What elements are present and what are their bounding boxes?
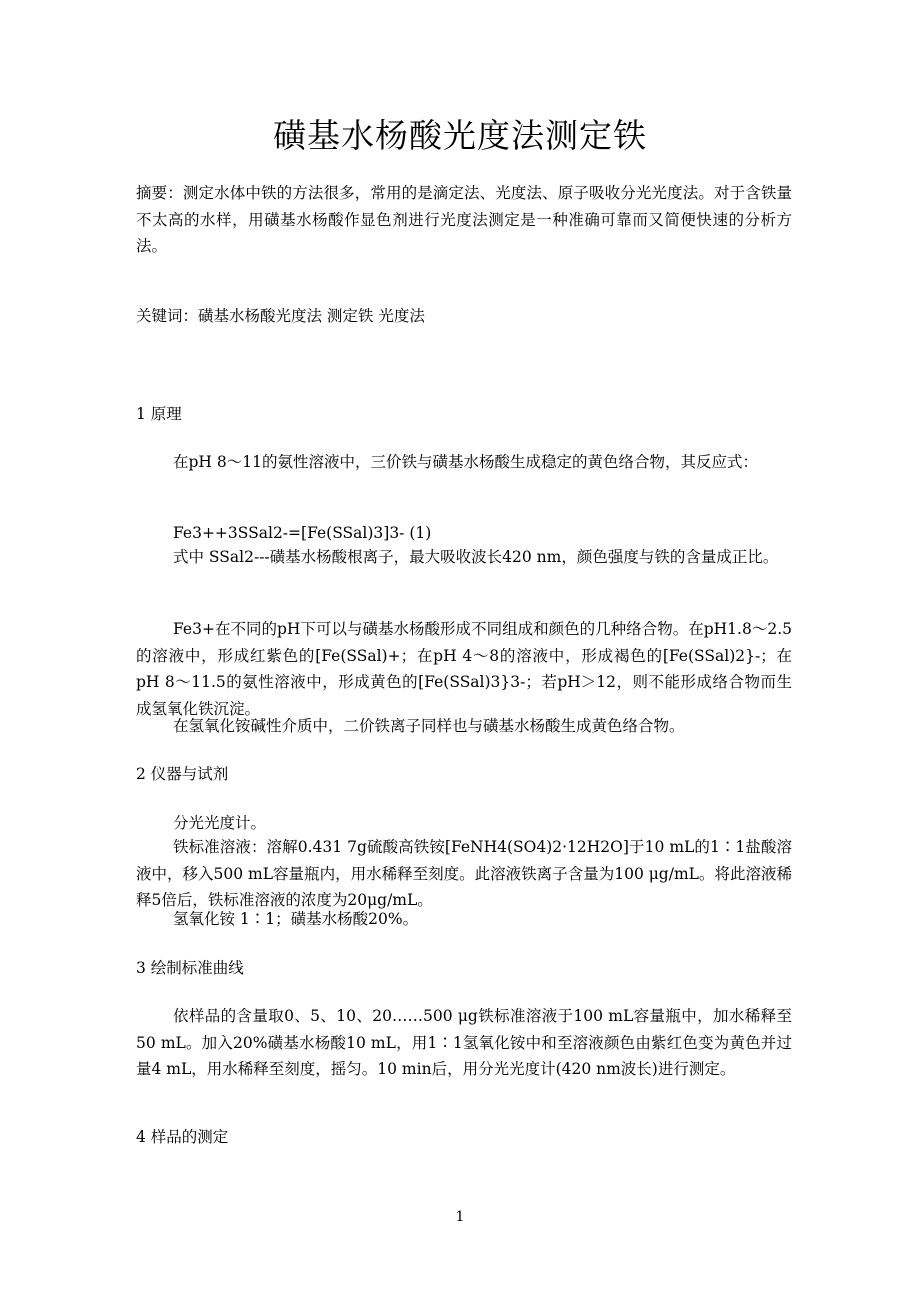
abstract-paragraph: 摘要：测定水体中铁的方法很多，常用的是滴定法、光度法、原子吸收分光光度法。对于含铁量不太高的水样，用磺基水杨酸作显色剂进行光度法测定是一种准确可靠而又简便快速的分析方法。 <box>136 184 792 255</box>
section-1-paragraph-4: 在氢氧化铵碱性介质中，二价铁离子同样也与磺基水杨酸生成黄色络合物。 <box>173 717 685 735</box>
page-title: 磺基水杨酸光度法测定铁 <box>273 116 647 155</box>
page-number: 1 <box>455 1209 465 1225</box>
section-2-paragraph-2: 铁标准溶液：溶解0.431 7g硫酸高铁铵[FeNH4(SO4)2·12H2O]于10 mL的1∶1盐酸溶液中，移入500 mL容量瓶内，用水稀释至刻度。此溶液铁离子含量为100 μg/mL。将此溶液稀释5倍后，铁标准溶液的浓度为20μg/mL。 <box>136 838 792 909</box>
section-2-heading: 2 仪器与试剂 <box>136 765 229 783</box>
section-3-paragraph-1: 依样品的含量取0、5、10、20……500 μg铁标准溶液于100 mL容量瓶中，加水稀释至50 mL。加入20%磺基水杨酸10 mL，用1∶1氢氧化铵中和至溶液颜色由紫红色变为黄色并过量4 mL，用水稀释至刻度，摇匀。10 min后，用分光光度计(420 nm波长)进行测定。 <box>136 1007 792 1078</box>
section-2-paragraph-3: 氢氧化铵 1∶1；磺基水杨酸20%。 <box>173 910 419 928</box>
section-1-paragraph-2: 式中 SSal2---磺基水杨酸根离子，最大吸收波长420 nm，颜色强度与铁的含量成正比。 <box>173 548 779 566</box>
section-2-paragraph-1: 分光光度计。 <box>173 814 267 832</box>
reaction-equation: Fe3++3SSal2-=[Fe(SSal)3]3- (1) <box>173 524 432 542</box>
section-1-paragraph-1: 在pH 8～11的氨性溶液中，三价铁与磺基水杨酸生成稳定的黄色络合物，其反应式： <box>173 453 758 471</box>
section-3-heading: 3 绘制标准曲线 <box>136 959 244 977</box>
keywords-line: 关键词：磺基水杨酸光度法 测定铁 光度法 <box>136 307 425 325</box>
section-4-heading: 4 样品的测定 <box>136 1128 229 1146</box>
section-1-paragraph-3: Fe3+在不同的pH下可以与磺基水杨酸形成不同组成和颜色的几种络合物。在pH1.8～2.5的溶液中，形成红紫色的[Fe(SSal)+；在pH 4～8的溶液中，形成褐色的[Fe(SSal)2}-；在pH 8～11.5的氨性溶液中，形成黄色的[Fe(SSal)3}3-；若pH＞12，则不能形成络合物而生成氢氧化铁沉淀。 <box>136 620 792 718</box>
section-1-heading: 1 原理 <box>136 405 182 423</box>
